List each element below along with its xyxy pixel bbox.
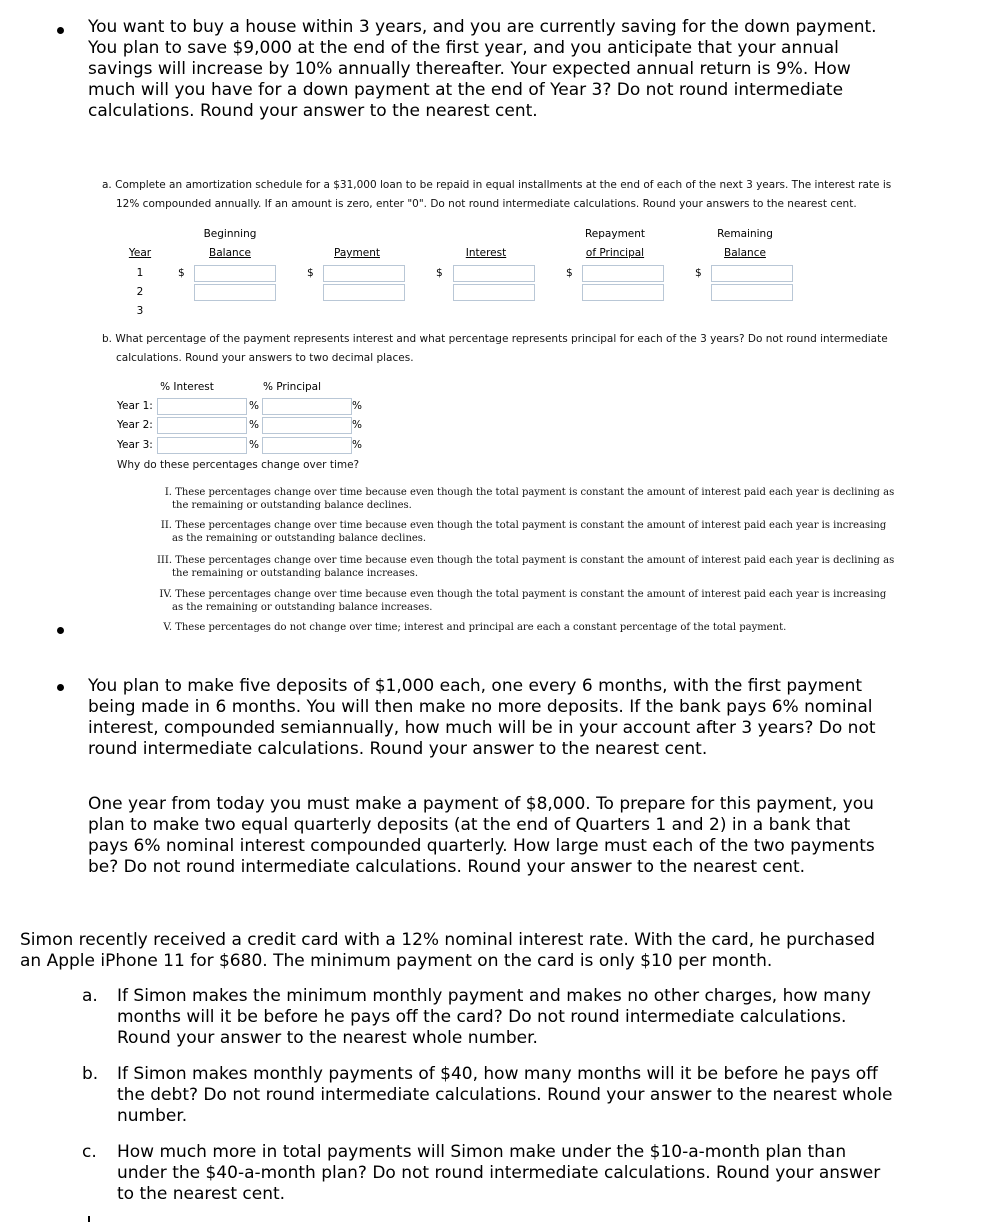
part-a-line: a. Complete an amortization schedule for a $31,000 loan to be repaid in equal installments at the end of each of the next 3 years. The interest rate is: [102, 179, 892, 191]
problem-1-line: savings will increase by 10% annually thereafter. Your expected annual return is 9%. How: [88, 59, 851, 79]
problem-3-line: interest, compounded semiannually, how much will be in your account after 3 years? Do not: [88, 718, 876, 738]
problem-3-line: round intermediate calculations. Round your answer to the nearest cent.: [88, 739, 708, 759]
item-label: c.: [82, 1142, 97, 1162]
problem-4-line: pays 6% nominal interest compounded quarterly. How large must each of the two payments: [88, 836, 875, 856]
problem-5-line: an Apple iPhone 11 for $680. The minimum payment on the card is only $10 per month.: [20, 951, 773, 971]
year-cell: 1: [136, 267, 144, 279]
payment-input-year-2[interactable]: [323, 284, 405, 301]
part-b-instructions: [102, 330, 962, 368]
problem-5-intro: [20, 930, 980, 972]
dollar-sign: $: [695, 267, 702, 279]
problem-1-line: much will you have for a down payment at the end of Year 3? Do not round intermediate: [88, 80, 844, 100]
problem-4-line: be? Do not round intermediate calculations. Round your answer to the nearest cent.: [88, 857, 806, 877]
item-line: months will it be before he pays off the card? Do not round intermediate calculations.: [117, 1007, 847, 1027]
item-line: number.: [117, 1106, 188, 1126]
problem-1-line: calculations. Round your answer to the nearest cent.: [88, 101, 538, 121]
problem-4-line: plan to make two equal quarterly deposits (at the end of Quarters 1 and 2) in a bank that: [88, 815, 851, 835]
principal-input-year-2[interactable]: [582, 284, 664, 301]
pct-row-label: Year 3:: [117, 439, 153, 451]
problem-4-text: [88, 794, 978, 878]
header-pct-interest: % Interest: [160, 381, 214, 393]
option-text: These percentages change over time because even though the total payment is constant the amount of interest paid each year is increasing: [175, 589, 887, 600]
problem-3-line: You plan to make five deposits of $1,000 each, one every 6 months, with the first payment: [88, 676, 863, 696]
percent-sign: %: [352, 439, 362, 451]
header-payment: Payment: [334, 247, 380, 259]
option-text: These percentages change over time because even though the total payment is constant the amount of interest paid each year is increasing: [175, 520, 887, 531]
problem-3-line: being made in 6 months. You will then make no more deposits. If the bank pays 6% nominal: [88, 697, 873, 717]
option-text-cont: as the remaining or outstanding balance declines.: [172, 532, 427, 544]
header-pct-principal: % Principal: [262, 381, 322, 393]
pct-principal-input-year-1[interactable]: [262, 398, 352, 415]
item-line: the debt? Do not round intermediate calculations. Round your answer to the nearest whole: [117, 1085, 893, 1105]
part-b-line: calculations. Round your answers to two decimal places.: [116, 352, 414, 364]
option-number: V.: [163, 622, 172, 633]
principal-input-year-1[interactable]: [582, 265, 664, 282]
dollar-sign: $: [178, 267, 185, 279]
header-remaining-top: Remaining: [717, 228, 773, 240]
problem-5-item-b: [82, 1064, 972, 1127]
problem-1-line: You want to buy a house within 3 years, and you are currently saving for the down payment.: [88, 17, 877, 37]
item-line: If Simon makes monthly payments of $40, how many months will it be before he pays off: [117, 1064, 878, 1084]
option-IV[interactable]: [146, 589, 976, 614]
pct-interest-input-year-3[interactable]: [157, 437, 247, 454]
problem-3-text: [88, 676, 978, 760]
item-line: How much more in total payments will Simon make under the $10-a-month plan than: [117, 1142, 847, 1162]
dollar-sign: $: [436, 267, 443, 279]
option-I[interactable]: [146, 487, 976, 512]
problem-5-item-a: [82, 986, 972, 1049]
problem-1-line: You plan to save $9,000 at the end of the first year, and you anticipate that your annual: [88, 38, 839, 58]
option-text: These percentages do not change over time; interest and principal are each a constant percentage of the total payment.: [175, 622, 787, 633]
year-cell: 2: [136, 286, 144, 298]
item-line: Round your answer to the nearest whole number.: [117, 1028, 538, 1048]
cutoff-mark: [88, 1216, 90, 1222]
header-repayment-bottom: of Principal: [585, 247, 645, 259]
header-interest: Interest: [465, 247, 507, 259]
option-V[interactable]: [146, 622, 976, 635]
percent-sign: %: [352, 419, 362, 431]
remaining-balance-input-year-1[interactable]: [711, 265, 793, 282]
option-text: These percentages change over time because even though the total payment is constant the amount of interest paid each year is declining as: [175, 487, 895, 498]
bullet-problem-3: [57, 684, 64, 691]
percent-sign: %: [249, 419, 259, 431]
header-beginning-top: Beginning: [203, 228, 257, 240]
pct-interest-input-year-1[interactable]: [157, 398, 247, 415]
option-number: III.: [156, 555, 172, 566]
dollar-sign: $: [307, 267, 314, 279]
problem-5-item-c: [82, 1142, 972, 1205]
option-number: I.: [164, 487, 172, 498]
part-a-instructions: [102, 176, 962, 214]
header-repayment-top: Repayment: [584, 228, 646, 240]
problem-4-line: One year from today you must make a payment of $8,000. To prepare for this payment, you: [88, 794, 874, 814]
item-line: If Simon makes the minimum monthly payment and makes no other charges, how many: [117, 986, 871, 1006]
header-beginning-bottom: Balance: [209, 247, 251, 259]
option-text: These percentages change over time because even though the total payment is constant the amount of interest paid each year is declining as: [175, 555, 895, 566]
option-number: II.: [160, 520, 172, 531]
option-II[interactable]: [146, 520, 976, 545]
problem-1-text: [88, 17, 978, 122]
interest-input-year-1[interactable]: [453, 265, 535, 282]
pct-row-label: Year 2:: [117, 419, 153, 431]
header-remaining-bottom: Balance: [724, 247, 766, 259]
why-question: Why do these percentages change over time?: [117, 459, 360, 471]
beginning-balance-input-year-2[interactable]: [194, 284, 276, 301]
year-cell: 3: [136, 305, 144, 317]
interest-input-year-2[interactable]: [453, 284, 535, 301]
remaining-balance-input-year-2[interactable]: [711, 284, 793, 301]
option-text-cont: the remaining or outstanding balance increases.: [172, 567, 419, 579]
item-label: a.: [82, 986, 98, 1006]
pct-principal-input-year-3[interactable]: [262, 437, 352, 454]
pct-row-label: Year 1:: [117, 400, 153, 412]
percent-sign: %: [249, 400, 259, 412]
pct-interest-input-year-2[interactable]: [157, 417, 247, 434]
option-number: IV.: [159, 589, 172, 600]
item-line: to the nearest cent.: [117, 1184, 286, 1204]
item-line: under the $40-a-month plan? Do not round intermediate calculations. Round your answer: [117, 1163, 881, 1183]
bullet-problem-1: [57, 27, 64, 34]
item-label: b.: [82, 1064, 99, 1084]
percent-sign: %: [249, 439, 259, 451]
bullet-problem-2: [57, 627, 64, 634]
beginning-balance-input-year-1[interactable]: [194, 265, 276, 282]
dollar-sign: $: [566, 267, 573, 279]
part-a-line: 12% compounded annually. If an amount is zero, enter "0". Do not round intermediate calculations. Round your answers to the nearest cent.: [116, 198, 857, 210]
header-year: Year: [128, 247, 152, 259]
option-text-cont: the remaining or outstanding balance declines.: [172, 499, 412, 511]
problem-5-line: Simon recently received a credit card with a 12% nominal interest rate. With the card, he purchased: [20, 930, 875, 950]
percent-sign: %: [352, 400, 362, 412]
pct-principal-input-year-2[interactable]: [262, 417, 352, 434]
option-text-cont: as the remaining or outstanding balance increases.: [172, 601, 433, 613]
part-b-line: b. What percentage of the payment represents interest and what percentage represents principal for each of the 3 years? Do not round intermediate: [102, 333, 888, 345]
payment-input-year-1[interactable]: [323, 265, 405, 282]
option-III[interactable]: [146, 555, 976, 580]
